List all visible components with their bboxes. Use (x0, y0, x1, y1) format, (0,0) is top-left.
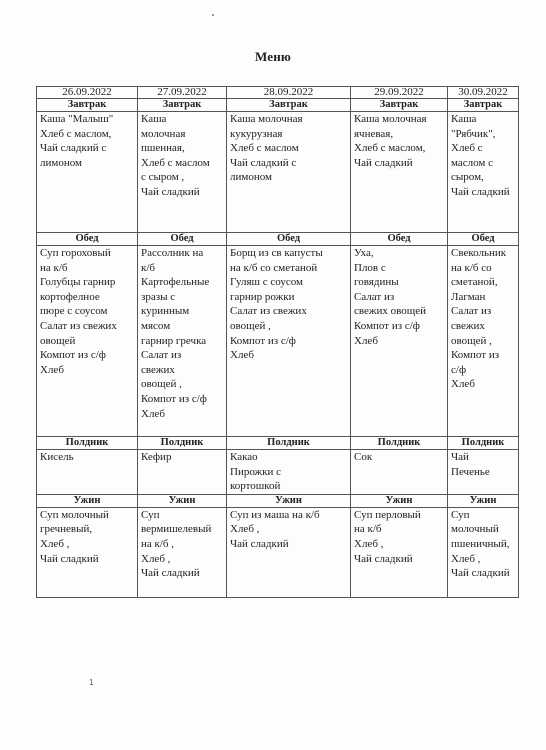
menu-items-text: Суп перловый на к/б Хлеб , Чай сладкий (354, 508, 421, 565)
date-cell: 28.09.2022 (227, 87, 351, 99)
meal-header: Завтрак (227, 99, 351, 112)
menu-cell (448, 450, 519, 495)
menu-cell (138, 246, 227, 437)
meal-header: Полдник (351, 437, 448, 450)
snack-header-row (37, 437, 519, 450)
snack-items-row (37, 450, 519, 495)
menu-items-text: Каша "Малыш" Хлеб с маслом, Чай сладкий с лимоном (40, 113, 114, 169)
meal-header: Ужин (37, 494, 138, 507)
menu-items-text: Каша молочная кукурузная Хлеб с маслом Чай сладкий с лимоном (230, 113, 303, 184)
menu-cell (351, 112, 448, 233)
meal-header: Ужин (351, 494, 448, 507)
meal-header: Обед (138, 233, 227, 246)
breakfast-items-row (37, 112, 519, 233)
dinner-items-row (37, 507, 519, 597)
menu-cell (227, 246, 351, 437)
lunch-items-row (37, 246, 519, 437)
menu-items-text: Уха, Плов с говядины Салат из свежих овощей Компот из с/ф Хлеб (354, 247, 426, 347)
meal-header: Завтрак (448, 99, 519, 112)
menu-items-text: Каша молочная пшенная, Хлеб с маслом с сыром , Чай сладкий (141, 113, 210, 198)
date-cell: 29.09.2022 (351, 87, 448, 99)
menu-table (36, 86, 519, 598)
menu-cell (351, 246, 448, 437)
page-number: 1 (89, 678, 94, 687)
menu-items-text: Суп вермишелевый на к/б , Хлеб , Чай сладкий (141, 508, 212, 580)
menu-cell (138, 507, 227, 597)
menu-cell (37, 450, 138, 495)
meal-header: Полдник (37, 437, 138, 450)
menu-cell (351, 507, 448, 597)
meal-header: Обед (37, 233, 138, 246)
menu-cell (37, 246, 138, 437)
menu-items-text: Каша молочная ячневая, Хлеб с маслом, Чай сладкий (354, 113, 427, 169)
menu-items-text: Рассолник на к/б Картофельные зразы с куринным мясом гарнир гречка Салат из свежих овощей , Компот из с/ф Хлеб (141, 247, 210, 420)
menu-items-text: Суп гороховый на к/б Голубцы гарнир кортофелное пюре с соусом Салат из свежих овощей Компот из с/ф Хлеб (40, 247, 117, 376)
date-cell: 27.09.2022 (138, 87, 227, 99)
date-cell: 26.09.2022 (37, 87, 138, 99)
menu-cell (37, 507, 138, 597)
menu-cell (448, 246, 519, 437)
dinner-header-row (37, 494, 519, 507)
scan-speck (212, 14, 214, 16)
meal-header: Обед (227, 233, 351, 246)
meal-header: Обед (351, 233, 448, 246)
menu-cell (138, 450, 227, 495)
meal-header: Обед (448, 233, 519, 246)
menu-items-text: Кисель (40, 451, 74, 463)
meal-header: Ужин (448, 494, 519, 507)
menu-items-text: Суп молочный пшеничный, Хлеб , Чай сладкий (451, 508, 510, 580)
menu-items-text: Каша "Рябчик", Хлеб с маслом с сыром, Чай сладкий (451, 113, 510, 198)
menu-cell (227, 112, 351, 233)
menu-cell (448, 507, 519, 597)
menu-items-text: Суп из маша на к/б Хлеб , Чай сладкий (230, 508, 320, 550)
menu-items-text: Свекольник на к/б со сметаной, Лагман Салат из свежих овощей , Компот из с/ф Хлеб (451, 247, 507, 391)
menu-items-text: Суп молочный гречневый, Хлеб , Чай сладкий (40, 508, 109, 565)
menu-cell (448, 112, 519, 233)
meal-header: Ужин (227, 494, 351, 507)
menu-items-text: Борщ из св капусты на к/б со сметаной Гуляш с соусом гарнир рожки Салат из свежих овощей , Компот из с/ф Хлеб (230, 247, 323, 362)
menu-items-text: Какао Пирожки с кортошкой (230, 451, 282, 493)
menu-cell (138, 112, 227, 233)
meal-header: Ужин (138, 494, 227, 507)
meal-header: Полдник (227, 437, 351, 450)
lunch-header-row (37, 233, 519, 246)
page-title: Меню (254, 49, 292, 64)
dates-row (37, 87, 519, 99)
meal-header: Полдник (448, 437, 519, 450)
menu-items-text: Чай Печенье (451, 451, 490, 478)
menu-cell (37, 112, 138, 233)
menu-cell (227, 450, 351, 495)
meal-header: Завтрак (138, 99, 227, 112)
meal-header: Завтрак (351, 99, 448, 112)
menu-cell (227, 507, 351, 597)
menu-items-text: Кефир (141, 451, 172, 463)
meal-header: Завтрак (37, 99, 138, 112)
menu-items-text: Сок (354, 451, 373, 463)
date-cell: 30.09.2022 (448, 87, 519, 99)
meal-header: Полдник (138, 437, 227, 450)
breakfast-header-row (37, 99, 519, 112)
menu-cell (351, 450, 448, 495)
